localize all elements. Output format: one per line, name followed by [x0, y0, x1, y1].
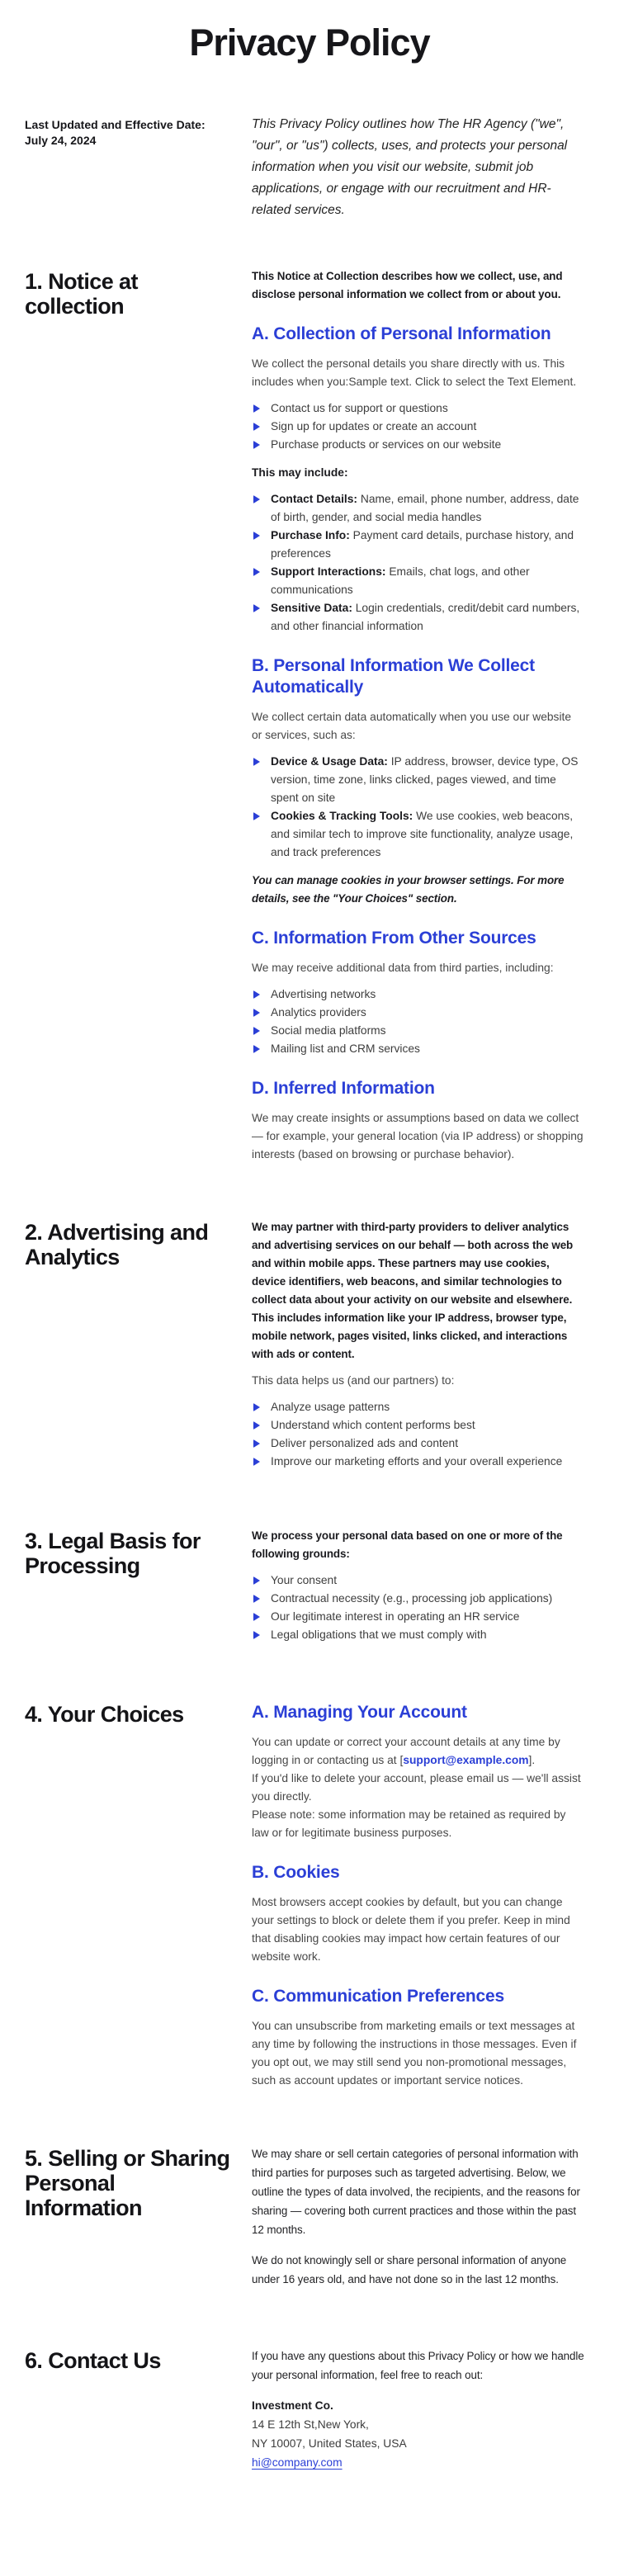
section-1-heading: 1. Notice at collection [25, 269, 138, 319]
bullet-arrow-icon [253, 495, 260, 503]
contact-intro-paragraph: If you have any questions about this Privacy Policy or how we handle your personal information, feel free to reach out: [252, 2350, 584, 2381]
bullet-arrow-icon [253, 1439, 260, 1448]
section-4-content [252, 1700, 584, 2098]
contact-address-block [252, 2396, 584, 2472]
list-item: Sensitive Data: Login credentials, credit/debit card numbers, and other financial information [252, 599, 584, 636]
sub-heading-inferred-information: D. Inferred Information [252, 1079, 435, 1098]
policy-intro-paragraph: This Privacy Policy outlines how The HR Agency ("we", "our", or "us") collects, uses, and protects your personal information when you visit our website, submit job applications, or engage with our recruitment and HR-related services. [252, 117, 568, 217]
section-3-lead: We process your personal data based on one or more of the following grounds: [252, 1529, 563, 1560]
list-item: Device & Usage Data: IP address, browser, device type, OS version, time zone, links clicked, pages viewed, and time spent on site [252, 753, 584, 807]
list-item: Analyze usage patterns [252, 1398, 584, 1416]
list-item: Sign up for updates or create an account [252, 418, 584, 436]
collection-bullet-list [252, 399, 584, 454]
section-3-list [252, 1572, 584, 1644]
bullet-arrow-icon [253, 1613, 260, 1621]
list-item: Analytics providers [252, 1004, 584, 1022]
support-email-link[interactable]: support@example.com [403, 1754, 529, 1766]
cookies-manage-note: You can manage cookies in your browser settings. For more details, see the "Your Choices" section. [252, 874, 565, 905]
sub-heading-collection-of-personal-information: A. Collection of Personal Information [252, 324, 551, 343]
section-legal-basis [0, 1527, 619, 1654]
list-item: Contact us for support or questions [252, 399, 584, 418]
bullet-arrow-icon [253, 1421, 260, 1430]
bullet-arrow-icon [253, 990, 260, 999]
list-item: Social media platforms [252, 1022, 584, 1040]
section-2-content [252, 1218, 584, 1481]
list-item: Legal obligations that we must comply with [252, 1626, 584, 1644]
list-item: Improve our marketing efforts and your overall experience [252, 1453, 584, 1471]
section-2-list [252, 1398, 584, 1471]
bullet-arrow-icon [253, 604, 260, 612]
bullet-arrow-icon [253, 404, 260, 413]
other-sources-body: We may receive additional data from third parties, including: [252, 962, 554, 974]
may-include-label: This may include: [252, 466, 348, 479]
list-item: Advertising networks [252, 985, 584, 1004]
section-your-choices [0, 1700, 619, 2098]
list-item: Contact Details: Name, email, phone number, address, date of birth, gender, and social media handles [252, 490, 584, 527]
account-line-2: If you'd like to delete your account, please email us — we'll assist you directly. [252, 1772, 581, 1803]
list-item: Support Interactions: Emails, chat logs, and other communications [252, 563, 584, 599]
bullet-arrow-icon [253, 441, 260, 449]
list-item: Purchase Info: Payment card details, purchase history, and preferences [252, 527, 584, 563]
section-2-body: This data helps us (and our partners) to: [252, 1374, 455, 1387]
bullet-arrow-icon [253, 812, 260, 820]
bullet-arrow-icon [253, 1458, 260, 1466]
inferred-information-body: We may create insights or assumptions based on data we collect — for example, your general location (via IP address) or shopping interests (based on browsing or purchase behavior). [252, 1112, 584, 1160]
section-selling-sharing [0, 2144, 619, 2300]
contact-email-link[interactable]: hi@company.com [252, 2456, 343, 2469]
page-title: Privacy Policy [189, 21, 430, 64]
section-5-heading: 5. Selling or Sharing Personal Information [25, 2146, 230, 2220]
last-updated-block [25, 114, 231, 221]
address-line-1: 14 E 12th St,New York, [252, 2418, 369, 2431]
bullet-arrow-icon [253, 423, 260, 431]
address-line-2: NY 10007, United States, USA [252, 2437, 407, 2450]
sub-heading-communication-preferences: C. Communication Preferences [252, 1987, 504, 2006]
section-1-lead: This Notice at Collection describes how we collect, use, and disclose personal information we collect from or about you. [252, 270, 563, 300]
section-3-heading: 3. Legal Basis for Processing [25, 1529, 201, 1578]
account-line-1: You can update or correct your account details at any time by logging in or contacting us at [support@example.com]. [252, 1736, 560, 1766]
section-notice-at-collection [0, 267, 619, 1172]
bullet-arrow-icon [253, 1027, 260, 1035]
other-sources-list [252, 985, 584, 1058]
collection-details-list [252, 490, 584, 636]
list-item: Our legitimate interest in operating an HR service [252, 1608, 584, 1626]
sub-heading-info-from-other-sources: C. Information From Other Sources [252, 929, 536, 948]
selling-sharing-paragraph-2: We do not knowingly sell or share personal information of anyone under 16 years old, and have not done so in the last 12 months. [252, 2254, 567, 2285]
last-updated-label: Last Updated and Effective Date: [25, 118, 206, 131]
communication-preferences-body: You can unsubscribe from marketing emails or text messages at any time by following the instructions in those messages. Even if you opt out, we may still send you non-promotional messages, such as account updates or important service notices. [252, 2020, 577, 2087]
bullet-arrow-icon [253, 532, 260, 540]
section-6-content [252, 2347, 584, 2480]
sub-heading-personal-info-automatic: B. Personal Information We Collect Automatically [252, 656, 535, 697]
section-2-lead: We may partner with third-party providers to deliver analytics and advertising services on our behalf — both across the web and within mobile apps. These partners may use cookies, device identifiers, web beacons, and similar technologies to collect data about your activity on our website and elsewhere. This includes information like your IP address, browser type, mobile network, pages visited, links clicked, and interactions with ads or content. [252, 1221, 574, 1360]
bullet-arrow-icon [253, 758, 260, 766]
bullet-arrow-icon [253, 1009, 260, 1017]
section-6-heading: 6. Contact Us [25, 2348, 161, 2373]
collection-body: We collect the personal details you share directly with us. This includes when you:Sample text. Click to select the Text Element. [252, 357, 577, 388]
bullet-arrow-icon [253, 1631, 260, 1639]
list-item: Deliver personalized ads and content [252, 1435, 584, 1453]
list-item: Understand which content performs best [252, 1416, 584, 1435]
section-advertising-analytics [0, 1218, 619, 1481]
list-item: Your consent [252, 1572, 584, 1590]
list-item: Mailing list and CRM services [252, 1040, 584, 1058]
sub-heading-managing-your-account: A. Managing Your Account [252, 1703, 467, 1722]
account-line-3: Please note: some information may be retained as required by law or for legitimate business purposes. [252, 1808, 566, 1839]
automatic-body: We collect certain data automatically when you use our website or services, such as: [252, 711, 572, 741]
bullet-arrow-icon [253, 1595, 260, 1603]
bullet-arrow-icon [253, 568, 260, 576]
cookies-body: Most browsers accept cookies by default, but you can change your settings to block or delete them if you prefer. Keep in mind that disabling cookies may impact how certain features of our website work. [252, 1896, 570, 1963]
meta-row [0, 114, 619, 221]
bullet-arrow-icon [253, 1403, 260, 1411]
section-1-content [252, 267, 584, 1172]
company-name: Investment Co. [252, 2399, 333, 2412]
automatic-details-list [252, 753, 584, 862]
list-item: Cookies & Tracking Tools: We use cookies, web beacons, and similar tech to improve site functionality, analyze usage, and track preferences [252, 807, 584, 862]
sub-heading-cookies: B. Cookies [252, 1863, 340, 1882]
section-contact-us [0, 2347, 619, 2480]
bullet-arrow-icon [253, 1576, 260, 1585]
last-updated-date: July 24, 2024 [25, 134, 97, 147]
selling-sharing-paragraph-1: We may share or sell certain categories of personal information with third parties for purposes such as targeted advertising. Below, we outline the types of data involved, the recipients, and the reasons for sharing — covering both current practices and those within the past 12 months. [252, 2148, 580, 2236]
section-3-content [252, 1527, 584, 1654]
list-item: Purchase products or services on our website [252, 436, 584, 454]
list-item: Contractual necessity (e.g., processing job applications) [252, 1590, 584, 1608]
section-4-heading: 4. Your Choices [25, 1702, 184, 1727]
bullet-arrow-icon [253, 1045, 260, 1053]
managing-account-body [252, 1733, 584, 1842]
section-2-heading: 2. Advertising and Analytics [25, 1220, 209, 1269]
section-5-content [252, 2144, 584, 2300]
